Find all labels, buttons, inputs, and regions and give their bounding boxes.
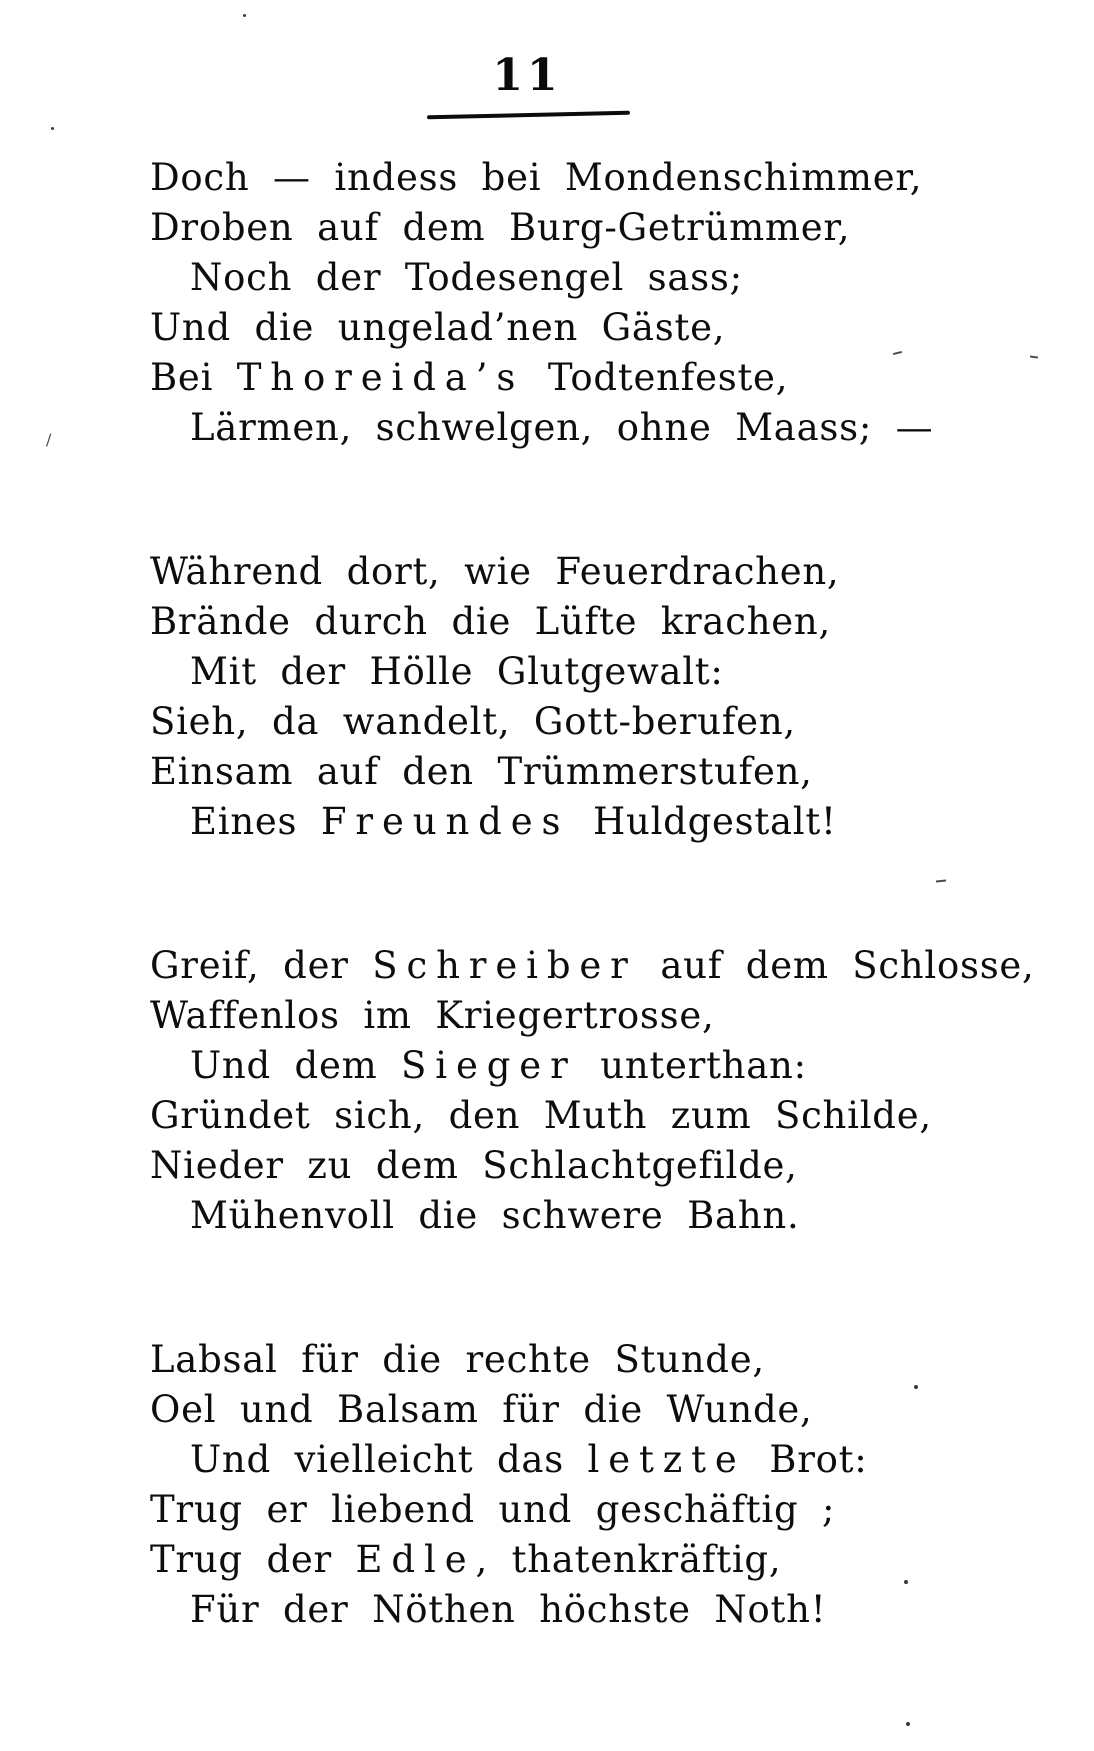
poem-line — [150, 797, 1035, 847]
poem-line — [150, 253, 1035, 303]
stanza — [150, 941, 1035, 1241]
line-text: Und dem — [190, 1044, 402, 1087]
line-text: Lärmen, schwelgen, ohne Maass; — — [190, 406, 934, 449]
line-text: Waffenlos im Kriegertrosse, — [150, 994, 715, 1037]
line-text: Gründet sich, den Muth zum Schilde, — [150, 1094, 932, 1137]
line-text: Doch — indess bei Mondenschimmer, — [150, 156, 923, 199]
emphasized-word: Freundes — [320, 800, 570, 843]
poem-line — [150, 1191, 1035, 1241]
poem-line — [150, 547, 1035, 597]
poem-line — [150, 647, 1035, 697]
scan-artifact — [906, 1722, 910, 1726]
scan-artifact — [243, 14, 246, 17]
line-text: Sieh, da wandelt, Gott-berufen, — [150, 700, 796, 743]
emphasized-word: Schreiber — [372, 944, 637, 987]
header-rule — [427, 111, 630, 120]
line-text: Mühenvoll die schwere Bahn. — [190, 1194, 800, 1237]
line-text: Huldgestalt! — [569, 800, 837, 843]
poem-line — [150, 1141, 1035, 1191]
line-text: Für der Nöthen höchste Noth! — [190, 1588, 827, 1631]
poem-line — [150, 353, 1035, 403]
poem-line — [150, 303, 1035, 353]
emphasized-word: Edle — [355, 1538, 476, 1581]
poem-line — [150, 1335, 1035, 1385]
scan-artifact: / — [46, 430, 52, 449]
line-text: , thatenkräftig, — [475, 1538, 782, 1581]
line-text: Noch der Todesengel sass; — [190, 256, 743, 299]
poem-line — [150, 203, 1035, 253]
line-text: Todtenfeste, — [524, 356, 789, 399]
scan-artifact — [904, 1580, 908, 1584]
line-text: Nieder zu dem Schlachtgefilde, — [150, 1144, 798, 1187]
line-text: Bei — [150, 356, 237, 399]
line-text: Labsal für die rechte Stunde, — [150, 1338, 765, 1381]
poem-line — [150, 597, 1035, 647]
line-text: Und die ungelad’nen Gäste, — [150, 306, 726, 349]
poem-line — [150, 1485, 1035, 1535]
poem-line — [150, 403, 1035, 453]
line-text: Trug der — [150, 1538, 356, 1581]
line-text: Greif, der — [150, 944, 373, 987]
line-text: Eines — [190, 800, 321, 843]
scan-artifact — [51, 127, 54, 130]
poem-line — [150, 747, 1035, 797]
line-text: unterthan: — [576, 1044, 807, 1087]
emphasized-word: letzte — [587, 1438, 746, 1481]
poem-line — [150, 1585, 1035, 1635]
poem-line — [150, 1435, 1035, 1485]
stanza — [150, 547, 1035, 847]
page-number: 11 — [492, 50, 562, 101]
poem-line — [150, 153, 1035, 203]
line-text: Droben auf dem Burg-Getrümmer, — [150, 206, 851, 249]
poem-line — [150, 1385, 1035, 1435]
emphasized-word: Sieger — [401, 1044, 577, 1087]
line-text: Brot: — [745, 1438, 868, 1481]
poem-line — [150, 941, 1035, 991]
stanza — [150, 153, 1035, 453]
emphasized-word: Thoreida’s — [236, 356, 525, 399]
poem-line — [150, 697, 1035, 747]
line-text: Trug er liebend und geschäftig ; — [150, 1488, 836, 1531]
line-text: auf dem Schlosse, — [636, 944, 1035, 987]
poem — [150, 153, 1035, 1635]
line-text: Und vielleicht das — [190, 1438, 588, 1481]
line-text: Oel und Balsam für die Wunde, — [150, 1388, 813, 1431]
poem-line — [150, 1091, 1035, 1141]
line-text: Während dort, wie Feuerdrachen, — [150, 550, 840, 593]
poem-line — [150, 1041, 1035, 1091]
line-text: Brände durch die Lüfte krachen, — [150, 600, 831, 643]
line-text: Einsam auf den Trümmerstufen, — [150, 750, 813, 793]
line-text: Mit der Hölle Glutgewalt: — [190, 650, 724, 693]
stanza — [150, 1335, 1035, 1635]
poem-line — [150, 1535, 1035, 1585]
scan-artifact — [914, 1385, 918, 1389]
poem-line — [150, 991, 1035, 1041]
